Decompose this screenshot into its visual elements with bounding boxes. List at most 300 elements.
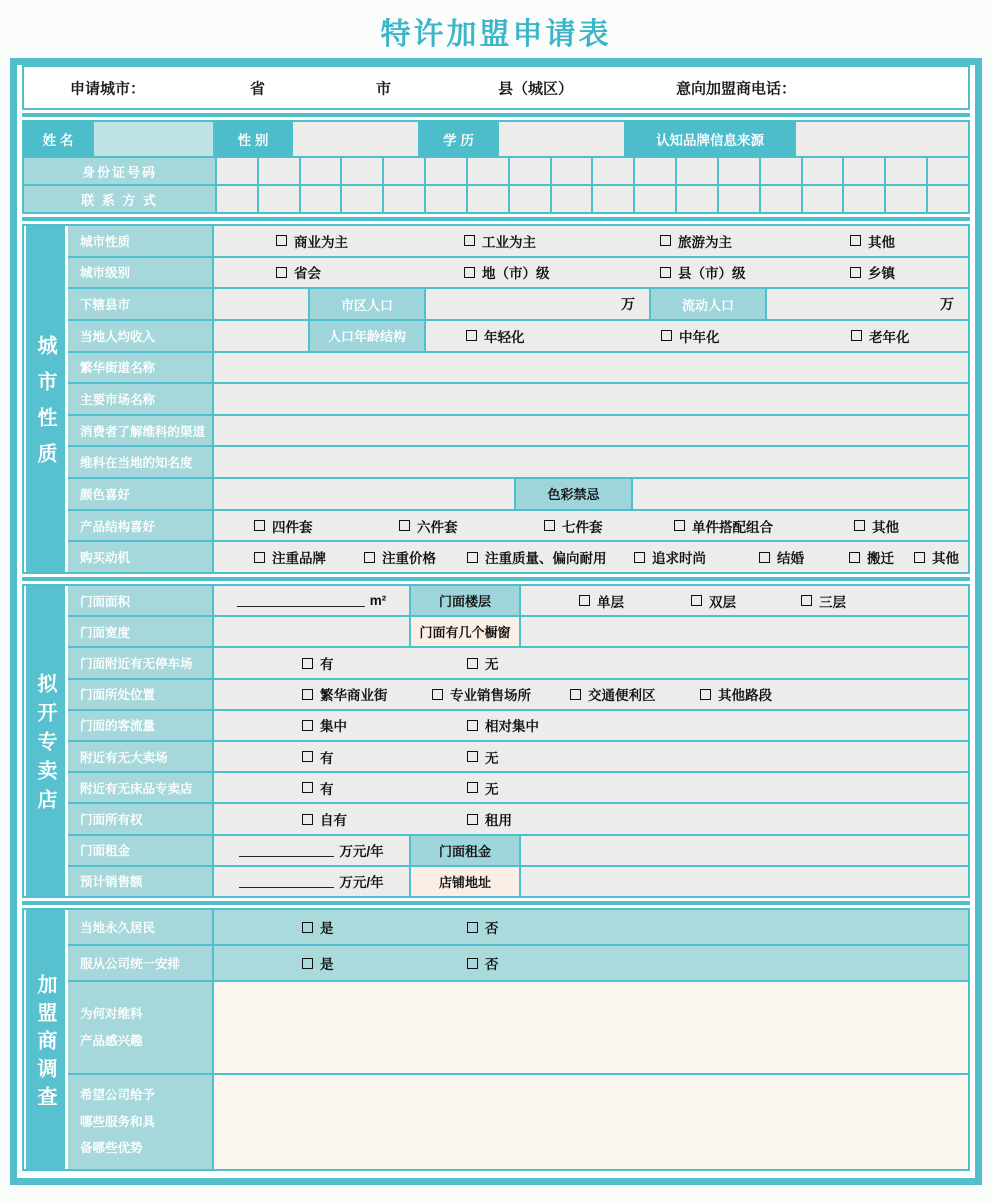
checkbox[interactable] [854, 520, 865, 531]
floating-population-label: 流动人口 [651, 289, 767, 319]
option-label: 单层 [597, 594, 624, 610]
option-label: 有 [320, 657, 334, 672]
checkbox[interactable] [801, 595, 812, 606]
unit-label: m² [369, 593, 387, 609]
option-label: 是 [320, 957, 334, 972]
checkbox[interactable] [661, 330, 672, 341]
answer-area [214, 910, 968, 944]
option-label: 老年化 [869, 329, 910, 345]
checkbox[interactable] [570, 689, 581, 700]
age-structure-label: 人口年龄结构 [310, 321, 426, 351]
checkbox-option[interactable] [544, 516, 674, 536]
contact-digit-cell[interactable] [842, 186, 884, 212]
checkbox[interactable] [302, 782, 313, 793]
table-row [68, 617, 968, 648]
store-section [22, 584, 970, 898]
option-label: 中年化 [679, 329, 720, 345]
id-digit-cell[interactable] [299, 158, 341, 184]
table-row [68, 542, 968, 572]
checkbox-option[interactable] [700, 684, 772, 704]
option-label: 搬迁 [867, 551, 894, 567]
contact-digit-cell[interactable] [299, 186, 341, 212]
table-row [68, 836, 968, 867]
checkbox[interactable] [254, 552, 265, 563]
option-label: 无 [485, 657, 499, 672]
checkbox-option[interactable] [854, 516, 899, 536]
answer-area [214, 586, 968, 615]
table-row [68, 447, 968, 479]
row-label: 门面面积 [68, 586, 214, 615]
option-label: 结婚 [777, 551, 804, 567]
apply-city-label: 申请城市： [70, 80, 146, 97]
id-digit-cell[interactable] [717, 158, 759, 184]
row-label: 消费者了解维科的渠道 [68, 416, 214, 446]
checkbox-option[interactable] [674, 516, 854, 536]
row-label: 门面所处位置 [68, 680, 214, 709]
checkbox-option[interactable] [302, 809, 467, 829]
option-label: 其他 [872, 519, 899, 535]
checkbox[interactable] [467, 958, 478, 969]
checkbox-option[interactable] [399, 516, 544, 536]
checkbox-option[interactable] [691, 591, 801, 611]
checkbox[interactable] [467, 720, 478, 731]
checkbox[interactable] [691, 595, 702, 606]
checkbox-option[interactable] [579, 591, 691, 611]
checkbox[interactable] [464, 235, 475, 246]
answer-area [214, 680, 968, 709]
id-digit-cell[interactable] [466, 158, 508, 184]
checkbox-option[interactable] [464, 262, 660, 282]
checkbox[interactable] [432, 689, 443, 700]
section-divider [22, 901, 970, 905]
checkbox[interactable] [850, 235, 861, 246]
education-label: 学 历 [420, 122, 499, 156]
table-row [68, 226, 968, 258]
option-label: 其他路段 [718, 688, 772, 704]
city-population-input[interactable]: 万 [426, 289, 651, 319]
page-title: 特许加盟申请表 [380, 17, 612, 52]
brand-source-label: 认知品牌信息来源 [626, 122, 796, 156]
checkbox[interactable] [634, 552, 645, 563]
id-digit-cell[interactable] [591, 158, 633, 184]
table-row [68, 680, 968, 711]
table-row [68, 586, 968, 617]
shop-windows-label: 门面有几个橱窗 [411, 617, 521, 646]
checkbox-option[interactable] [849, 547, 914, 567]
option-label: 集中 [320, 719, 347, 735]
checkbox-option[interactable] [276, 262, 464, 282]
gender-label: 性 别 [215, 122, 293, 156]
survey-section [22, 908, 970, 1171]
row-label: 门面所有权 [68, 804, 214, 833]
row-label: 维科在当地的知名度 [68, 447, 214, 477]
checkbox-option[interactable] [467, 917, 499, 937]
row-label: 主要市场名称 [68, 384, 214, 414]
estimated-sales-input[interactable] [214, 867, 411, 896]
checkbox[interactable] [302, 720, 313, 731]
answer-area [214, 258, 968, 288]
checkbox[interactable] [467, 751, 478, 762]
option-label: 否 [485, 921, 499, 936]
answer-area [214, 946, 968, 980]
row-label: 预计销售额 [68, 867, 214, 896]
table-row [68, 804, 968, 835]
phone-label: 意向加盟商电话： [676, 80, 797, 97]
checkbox-option[interactable] [254, 516, 399, 536]
option-label: 工业为主 [482, 234, 536, 250]
answer-area [214, 321, 968, 351]
shop-address-label: 店铺地址 [411, 867, 521, 896]
id-number-label: 身份证号码 [24, 158, 217, 184]
answer-area [214, 742, 968, 771]
checkbox-option[interactable] [467, 547, 634, 567]
contact-digit-cell[interactable] [633, 186, 675, 212]
checkbox-option[interactable] [570, 684, 700, 704]
table-row [68, 982, 968, 1075]
option-label: 追求时尚 [652, 551, 706, 567]
answer-area [214, 479, 968, 509]
checkbox[interactable] [302, 689, 313, 700]
checkbox[interactable] [467, 922, 478, 933]
storefront-width-input[interactable] [214, 617, 411, 646]
checkbox[interactable] [276, 235, 287, 246]
checkbox-option[interactable] [850, 231, 895, 251]
option-label: 注重质量、偏向耐用 [485, 551, 607, 567]
fill-line[interactable] [239, 875, 334, 888]
contact-digit-cell[interactable] [340, 186, 382, 212]
color-preference-input[interactable] [214, 479, 516, 509]
table-row [68, 384, 968, 416]
id-number-grid [217, 158, 968, 184]
option-label: 其他 [932, 551, 959, 567]
checkbox[interactable] [660, 267, 671, 278]
checkbox[interactable] [851, 330, 862, 341]
storefront-area-input[interactable] [214, 586, 411, 615]
checkbox-option[interactable] [467, 953, 499, 973]
county-count-input[interactable] [214, 289, 310, 319]
checkbox-option[interactable] [302, 715, 467, 735]
table-row [68, 289, 968, 321]
row-label: 门面租金 [68, 836, 214, 865]
name-label: 姓 名 [24, 122, 94, 156]
option-label: 租用 [485, 813, 512, 829]
row-label: 门面附近有无停车场 [68, 648, 214, 677]
storefront-floor-label: 门面楼层 [411, 586, 521, 615]
checkbox[interactable] [399, 520, 410, 531]
checkbox[interactable] [467, 814, 478, 825]
id-digit-cell[interactable] [759, 158, 801, 184]
checkbox-option[interactable] [467, 809, 512, 829]
contact-digit-cell[interactable] [717, 186, 759, 212]
checkbox-option[interactable] [467, 778, 499, 798]
checkbox[interactable] [914, 552, 925, 563]
storefront-rent-label: 门面租金 [411, 836, 521, 865]
checkbox[interactable] [850, 267, 861, 278]
checkbox[interactable] [302, 814, 313, 825]
option-label: 省会 [294, 266, 321, 282]
contact-digit-cell[interactable] [884, 186, 926, 212]
table-row [68, 511, 968, 543]
table-row [68, 867, 968, 896]
row-label: 城市性质 [68, 226, 214, 256]
contact-digit-cell[interactable] [424, 186, 466, 212]
row-label: 城市级别 [68, 258, 214, 288]
street-name-input[interactable] [214, 353, 968, 383]
table-row [68, 711, 968, 742]
row-label: 繁华街道名称 [68, 353, 214, 383]
row-label: 颜色喜好 [68, 479, 214, 509]
table-row [68, 946, 968, 982]
market-name-input[interactable] [214, 384, 968, 414]
contact-digit-cell[interactable] [759, 186, 801, 212]
checkbox-option[interactable] [467, 653, 499, 673]
answer-area [214, 289, 968, 319]
option-label: 旅游为主 [678, 234, 732, 250]
checkbox-option[interactable] [851, 326, 910, 346]
table-row [68, 416, 968, 448]
checkbox-option[interactable] [801, 591, 846, 611]
answer-area [214, 836, 968, 865]
id-digit-cell[interactable] [675, 158, 717, 184]
apply-city-box [22, 65, 970, 110]
id-digit-cell[interactable] [801, 158, 843, 184]
option-label: 乡镇 [868, 266, 895, 282]
checkbox-option[interactable] [759, 547, 849, 567]
answer-area [214, 648, 968, 677]
answer-area [214, 542, 968, 572]
answer-area [214, 617, 968, 646]
option-label: 年轻化 [484, 329, 525, 345]
contact-digit-cell[interactable] [508, 186, 550, 212]
table-row [68, 648, 968, 679]
option-label: 商业为主 [294, 234, 348, 250]
answer-area [214, 804, 968, 833]
income-input[interactable] [214, 321, 310, 351]
fill-line[interactable] [237, 594, 365, 607]
color-taboo-label: 色彩禁忌 [516, 479, 633, 509]
checkbox[interactable] [467, 552, 478, 563]
checkbox[interactable] [467, 658, 478, 669]
checkbox-option[interactable] [432, 684, 570, 704]
option-label: 单件搭配组合 [692, 519, 773, 535]
row-label: 门面宽度 [68, 617, 214, 646]
option-label: 有 [320, 750, 334, 766]
option-label: 双层 [709, 594, 736, 610]
checkbox[interactable] [466, 330, 477, 341]
checkbox[interactable] [759, 552, 770, 563]
checkbox[interactable] [849, 552, 860, 563]
contact-digit-cell[interactable] [382, 186, 424, 212]
contact-digit-cell[interactable] [801, 186, 843, 212]
option-label: 七件套 [562, 519, 603, 535]
checkbox[interactable] [660, 235, 671, 246]
survey-section-sidebar: 加盟商调查 [24, 910, 68, 1169]
checkbox-option[interactable] [302, 747, 467, 767]
contact-digit-cell[interactable] [217, 186, 257, 212]
checkbox-option[interactable] [302, 684, 432, 704]
checkbox[interactable] [364, 552, 375, 563]
name-input[interactable] [94, 122, 215, 156]
option-label: 地（市）级 [482, 266, 550, 282]
option-label: 县（市）级 [678, 266, 746, 282]
id-digit-cell[interactable] [340, 158, 382, 184]
education-input[interactable] [499, 122, 626, 156]
checkbox[interactable] [700, 689, 711, 700]
table-row [68, 479, 968, 511]
city-population-label: 市区人口 [310, 289, 426, 319]
row-label: 下辖县市 [68, 289, 214, 319]
id-digit-cell[interactable] [550, 158, 592, 184]
contact-digit-cell[interactable] [591, 186, 633, 212]
checkbox[interactable] [464, 267, 475, 278]
section-divider [22, 217, 970, 221]
id-digit-cell[interactable] [884, 158, 926, 184]
expected-support-input[interactable] [214, 1075, 968, 1169]
checkbox[interactable] [674, 520, 685, 531]
checkbox-option[interactable] [302, 778, 467, 798]
id-digit-cell[interactable] [382, 158, 424, 184]
awareness-input[interactable] [214, 447, 968, 477]
checkbox[interactable] [254, 520, 265, 531]
option-label: 三层 [819, 594, 846, 610]
county-label: 县（城区） [498, 80, 574, 97]
contact-digit-cell[interactable] [675, 186, 717, 212]
contact-digit-cell[interactable] [550, 186, 592, 212]
checkbox-option[interactable] [634, 547, 759, 567]
row-label: 当地人均收入 [68, 321, 214, 351]
city-label: 市 [376, 80, 392, 97]
contact-digit-cell[interactable] [257, 186, 299, 212]
storefront-rent-detail-input[interactable] [521, 836, 968, 865]
checkbox[interactable] [302, 922, 313, 933]
table-row [68, 1075, 968, 1169]
checkbox[interactable] [276, 267, 287, 278]
answer-area [214, 867, 968, 896]
checkbox-option[interactable] [660, 262, 850, 282]
checkbox[interactable] [544, 520, 555, 531]
unit-label: 万元/年 [339, 875, 384, 891]
id-digit-cell[interactable] [842, 158, 884, 184]
contact-digit-cell[interactable] [926, 186, 968, 212]
id-digit-cell[interactable] [424, 158, 466, 184]
option-label: 否 [485, 957, 499, 972]
personal-info-section [22, 120, 970, 214]
option-label: 注重品牌 [272, 551, 326, 567]
shop-windows-input[interactable] [521, 617, 968, 646]
checkbox-option[interactable] [850, 262, 895, 282]
checkbox[interactable] [302, 751, 313, 762]
row-label: 附近有无大卖场 [68, 742, 214, 771]
option-label: 自有 [320, 813, 347, 829]
id-digit-cell[interactable] [926, 158, 968, 184]
checkbox[interactable] [302, 658, 313, 669]
floating-population-input[interactable]: 万 [767, 289, 968, 319]
option-label: 繁华商业街 [320, 688, 388, 704]
interest-reason-input[interactable] [214, 982, 968, 1073]
checkbox-option[interactable] [466, 326, 661, 346]
option-label: 四件套 [272, 519, 313, 535]
city-section-sidebar: 城市性质 [24, 226, 68, 572]
option-label: 无 [485, 750, 499, 766]
store-section-sidebar: 拟开专卖店 [24, 586, 68, 896]
brand-source-input[interactable] [796, 122, 968, 156]
checkbox[interactable] [467, 782, 478, 793]
row-label: 门面的客流量 [68, 711, 214, 740]
checkbox-option[interactable] [660, 231, 850, 251]
row-label: 为何对维科 产品感兴趣 [68, 982, 214, 1073]
channel-input[interactable] [214, 416, 968, 446]
row-label: 附近有无床品专卖店 [68, 773, 214, 802]
id-digit-cell[interactable] [217, 158, 257, 184]
section-divider [22, 577, 970, 581]
table-row [68, 910, 968, 946]
row-label: 当地永久居民 [68, 910, 214, 944]
checkbox-option[interactable] [467, 715, 539, 735]
answer-area [214, 226, 968, 256]
unit-label: 万元/年 [339, 844, 384, 860]
checkbox-option[interactable] [661, 326, 851, 346]
checkbox[interactable] [302, 958, 313, 969]
id-digit-cell[interactable] [508, 158, 550, 184]
checkbox-option[interactable] [302, 953, 467, 973]
answer-area [214, 773, 968, 802]
shop-address-input[interactable] [521, 867, 968, 896]
form-frame [10, 58, 982, 1185]
checkbox-option[interactable] [467, 747, 499, 767]
row-label: 产品结构喜好 [68, 511, 214, 541]
table-row [68, 773, 968, 804]
option-label: 有 [320, 781, 334, 797]
table-row [68, 258, 968, 290]
checkbox-option[interactable] [364, 547, 467, 567]
color-taboo-input[interactable] [633, 479, 968, 509]
checkbox-option[interactable] [302, 653, 467, 673]
checkbox-option[interactable] [464, 231, 660, 251]
checkbox-option[interactable] [914, 547, 959, 567]
id-digit-cell[interactable] [633, 158, 675, 184]
checkbox[interactable] [579, 595, 590, 606]
row-label: 希望公司给予 哪些服务和具 备哪些优势 [68, 1075, 214, 1169]
option-label: 六件套 [417, 519, 458, 535]
storefront-rent-input[interactable] [214, 836, 411, 865]
table-row [68, 321, 968, 353]
contact-digit-cell[interactable] [466, 186, 508, 212]
gender-input[interactable] [293, 122, 420, 156]
province-label: 省 [250, 80, 266, 97]
option-label: 无 [485, 781, 499, 797]
option-label: 交通便利区 [588, 688, 656, 704]
checkbox-option[interactable] [254, 547, 364, 567]
section-divider [22, 113, 970, 117]
table-row [68, 353, 968, 385]
row-label: 服从公司统一安排 [68, 946, 214, 980]
option-label: 注重价格 [382, 551, 436, 567]
option-label: 其他 [868, 234, 895, 250]
option-label: 是 [320, 921, 334, 936]
fill-line[interactable] [239, 844, 334, 857]
contact-grid [217, 186, 968, 212]
checkbox-option[interactable] [276, 231, 464, 251]
row-label: 购买动机 [68, 542, 214, 572]
city-section [22, 224, 970, 574]
answer-area [214, 711, 968, 740]
option-label: 相对集中 [485, 719, 539, 735]
option-label: 专业销售场所 [450, 688, 531, 704]
contact-label: 联 系 方 式 [24, 186, 217, 212]
checkbox-option[interactable] [302, 917, 467, 937]
id-digit-cell[interactable] [257, 158, 299, 184]
answer-area [214, 511, 968, 541]
